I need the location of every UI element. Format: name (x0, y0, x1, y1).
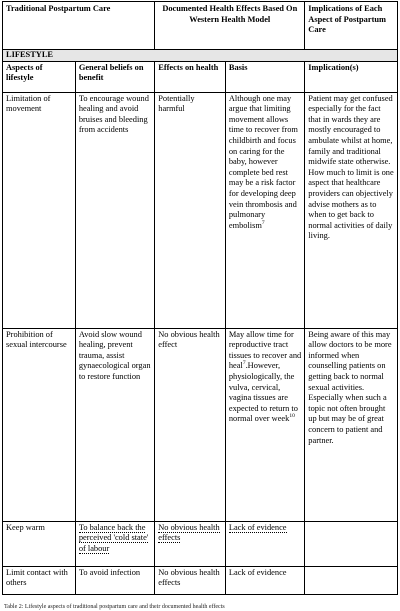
belief-cell: To avoid infection (75, 566, 154, 594)
belief-text: To balance back the perceived 'cold state' of labour (78, 522, 149, 553)
section-title: LIFESTYLE (3, 50, 398, 62)
subheader-basis: Basis (225, 61, 304, 92)
effect-cell: No obvious health effects (155, 566, 226, 594)
section-row (3, 50, 398, 62)
table-row (3, 92, 398, 328)
table-header-row (3, 2, 398, 50)
table-row (3, 521, 398, 566)
table-row (3, 328, 398, 521)
implication-cell: Patient may get confused especially for the fact that in wards they are mostly encouraged to ambulate whilst at home, family and traditional midwife state otherwise. How much to limit is one aspect that healthcare providers can objectively advise mothers as to when to get back to normal activities of daily living. (305, 92, 398, 328)
subheader-aspects: Aspects of lifestyle (3, 61, 76, 92)
aspect-cell: Limit contact with others (3, 566, 76, 594)
basis-text: May allow time for reproductive tract tissues to recover and heal (228, 329, 302, 371)
header-implications: Implications of Each Aspect of Postpartum Care (305, 2, 398, 50)
header-health-effects: Documented Health Effects Based On Western Health Model (155, 2, 305, 50)
effect-cell: Potentially harmful (155, 92, 226, 328)
basis-cell (225, 328, 304, 521)
basis-text: Although one may argue that limiting movement allows time to recover from childbirth and focus on caring for the baby, however complete bed rest may be a risk factor for developing deep vein thrombosis and pulmonary embolism (228, 93, 298, 230)
belief-cell (75, 521, 154, 566)
basis-text: Lack of evidence (228, 522, 287, 532)
belief-cell: To encourage wound healing and avoid bruises and bleeding from accidents (75, 92, 154, 328)
basis-cell (225, 521, 304, 566)
table-row (3, 566, 398, 594)
header-traditional-care: Traditional Postpartum Care (3, 2, 155, 50)
basis-cell (225, 92, 304, 328)
subheader-row (3, 61, 398, 92)
basis-text-continued: .However, physiologically, the vulva, cervical, vagina tissues are expected to return to normal over week (228, 361, 298, 424)
basis-cell: Lack of evidence (225, 566, 304, 594)
citation-ref: 7 (261, 219, 265, 226)
aspect-cell: Prohibition of sexual intercourse (3, 328, 76, 521)
belief-cell: Avoid slow wound healing, prevent trauma, assist gynaecological organ to restore function (75, 328, 154, 521)
aspect-cell: Keep warm (3, 521, 76, 566)
citation-ref: 7 (242, 360, 246, 367)
subheader-effects: Effects on health (155, 61, 226, 92)
aspect-cell: Limitation of movement (3, 92, 76, 328)
effect-cell: No obvious health effect (155, 328, 226, 521)
implication-cell (305, 521, 398, 566)
table-caption: Table 2: Lifestyle aspects of traditional postpartum care and their documented health effects (4, 604, 225, 610)
effect-cell (155, 521, 226, 566)
implication-cell: Being aware of this may allow doctors to be more informed when counselling patients on getting back to normal sexual activities. Especially when such a topic not often brought up but may be of great concern to patient and partner. (305, 328, 398, 521)
subheader-implications: Implication(s) (305, 61, 398, 92)
implication-cell (305, 566, 398, 594)
effect-text: No obvious health effects (158, 522, 220, 543)
subheader-beliefs: General beliefs on benefit (75, 61, 154, 92)
citation-ref: 10 (289, 413, 295, 420)
postpartum-care-table (2, 1, 398, 595)
